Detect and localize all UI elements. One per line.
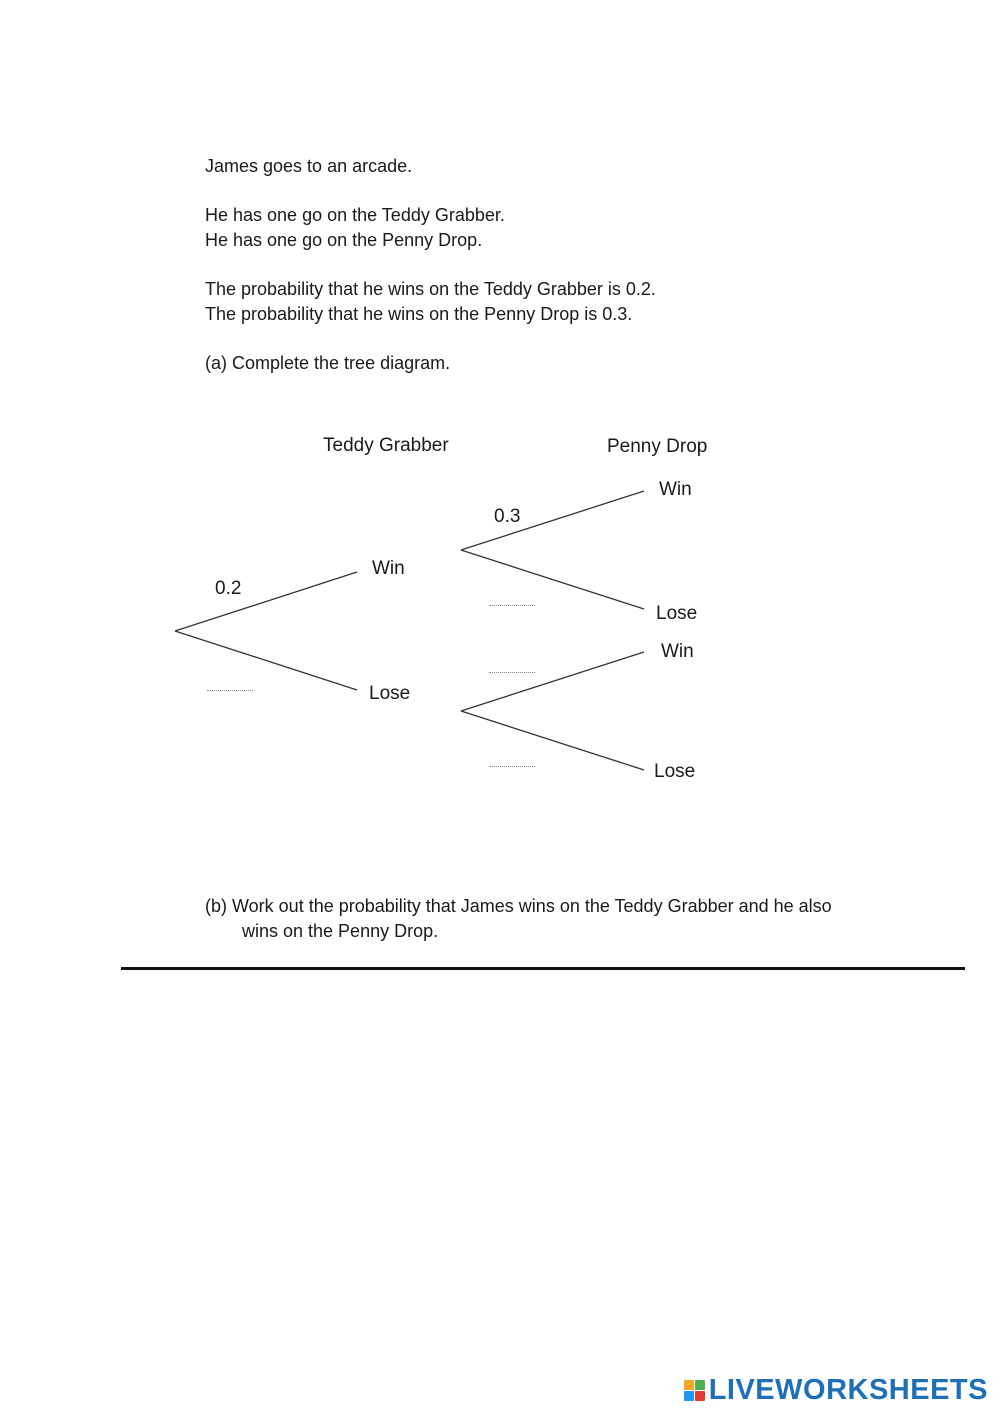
label-win-lose: Lose <box>656 603 698 624</box>
penny-drop-probability: The probability that he wins on the Penny Drop is 0.3. <box>205 304 633 324</box>
logo-square-3 <box>684 1391 694 1401</box>
label-first-lose: Lose <box>369 683 411 704</box>
label-first-win: Win <box>372 558 405 579</box>
label-lose-lose: Lose <box>654 761 696 782</box>
part-b-prompt-line2: wins on the Penny Drop. <box>242 921 439 941</box>
teddy-grabber-statement: He has one go on the Teddy Grabber. <box>205 205 505 225</box>
label-win-win: Win <box>659 479 692 500</box>
logo-square-2 <box>695 1380 705 1390</box>
penny-drop-statement: He has one go on the Penny Drop. <box>205 230 483 250</box>
lose-lose-probability-input[interactable] <box>489 756 535 767</box>
liveworksheets-logo <box>684 1374 988 1407</box>
branch-win-win <box>461 491 644 550</box>
brand-name: LIVEWORKSHEETS <box>708 1374 988 1406</box>
header-teddy-grabber: Teddy Grabber <box>323 435 449 456</box>
branch-first-lose <box>175 631 357 690</box>
intro-text: James goes to an arcade. <box>205 156 413 176</box>
part-a-prompt: (a) Complete the tree diagram. <box>205 353 451 373</box>
logo-square-4 <box>695 1391 705 1401</box>
teddy-grabber-probability: The probability that he wins on the Teddy Grabber is 0.2. <box>205 279 656 299</box>
branch-first-win <box>175 572 357 631</box>
first-win-probability: 0.2 <box>215 578 242 599</box>
win-lose-probability-input[interactable] <box>489 595 535 606</box>
part-b-prompt-line1: (b) Work out the probability that James wins on the Teddy Grabber and he also <box>205 896 832 916</box>
header-penny-drop: Penny Drop <box>607 436 708 457</box>
label-lose-win: Win <box>661 641 694 662</box>
first-lose-probability-input[interactable] <box>207 680 253 691</box>
lose-win-probability-input[interactable] <box>489 662 535 673</box>
branch-lose-win <box>461 652 644 711</box>
second-win-probability: 0.3 <box>494 506 521 527</box>
logo-grid-icon <box>684 1380 705 1401</box>
answer-divider <box>121 967 965 970</box>
logo-square-1 <box>684 1380 694 1390</box>
